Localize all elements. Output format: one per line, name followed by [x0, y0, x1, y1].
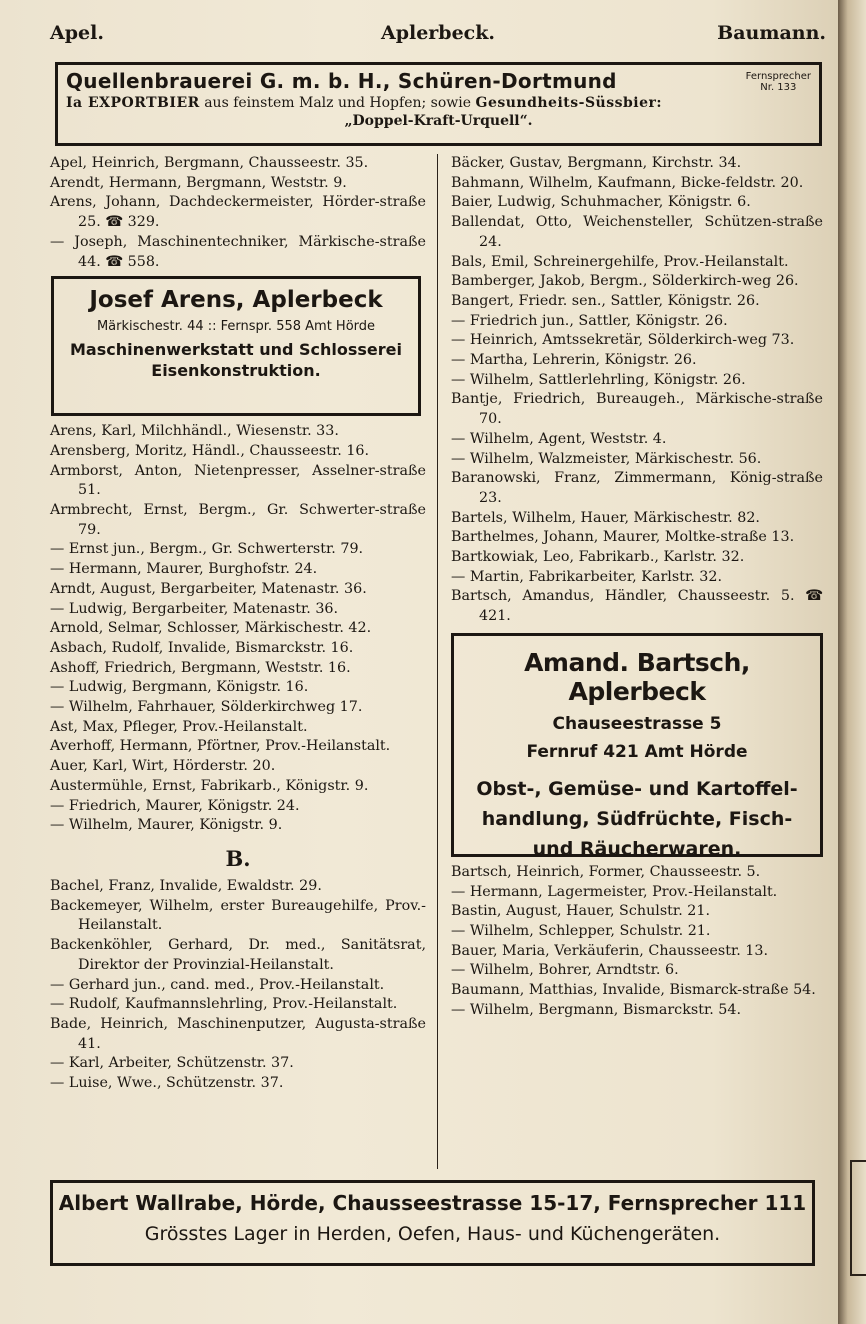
ad-brewery-name: Quellenbrauerei G. m. b. H., Schüren-Dortmund [66, 69, 617, 93]
directory-entry: — Wilhelm, Maurer, Königstr. 9. [50, 817, 283, 834]
entry-list-left-1 [50, 154, 426, 272]
directory-entry: Arens, Karl, Milchhändl., Wiesenstr. 33. [50, 423, 339, 440]
ad-brewery-line2 [66, 95, 811, 111]
directory-entry: Asbach, Rudolf, Invalide, Bismarckstr. 16. [50, 639, 354, 656]
directory-entry: Arendt, Hermann, Bergmann, Weststr. 9. [50, 174, 347, 191]
directory-entry: Barthelmes, Johann, Maurer, Moltke-straße 13. [451, 529, 795, 546]
ad-wallrabe-line1 [53, 1191, 812, 1215]
directory-entry: — Heinrich, Amtssekretär, Sölderkirch-weg 73. [451, 332, 795, 349]
directory-entry: Bade, Heinrich, Maschinenputzer, Augusta-straße 41. [50, 1015, 426, 1052]
section-letter-b: B. [225, 845, 251, 871]
directory-entry: — Wilhelm, Sattlerlehrling, Königstr. 26. [451, 371, 746, 388]
export-beer: Ia EXPORTBIER [66, 95, 200, 111]
directory-entry: — Wilhelm, Schlepper, Schulstr. 21. [451, 922, 711, 939]
ad-quellenbrauerei [55, 62, 822, 146]
directory-entry: Apel, Heinrich, Bergmann, Chausseestr. 35. [50, 155, 369, 171]
ad-albert-wallrabe [50, 1180, 815, 1266]
directory-entry: Arensberg, Moritz, Händl., Chausseestr. 16. [50, 442, 370, 459]
directory-entry: — Martha, Lehrerin, Königstr. 26. [451, 352, 697, 369]
directory-entry: — Hermann, Maurer, Burghofstr. 24. [50, 561, 318, 578]
ad-arens-line2: Eisenkonstruktion. [151, 361, 321, 381]
directory-entry: — Joseph, Maschinentechniker, Märkische-straße 44. ☎ 558. [50, 233, 426, 270]
left-column [50, 154, 426, 1094]
directory-entry: — Rudolf, Kaufmannslehrling, Prov.-Heilanstalt. [50, 996, 398, 1013]
entry-list-left-2 [50, 422, 426, 836]
directory-entry: Bauer, Maria, Verkäuferin, Chausseestr. 13. [451, 942, 769, 959]
directory-entry: Austermühle, Ernst, Fabrikarb., Königstr. 9. [50, 777, 369, 794]
directory-entry: — Gerhard jun., cand. med., Prov.-Heilanstalt. [50, 976, 385, 993]
directory-entry: Arndt, August, Bergarbeiter, Matenastr. 36. [50, 580, 367, 597]
health-beer: Gesundheits-Süssbier: [475, 95, 663, 111]
ad-josef-arens [51, 276, 421, 416]
directory-entry: — Wilhelm, Bergmann, Bismarckstr. 54. [451, 1001, 742, 1018]
ad-bartsch-name: Amand. Bartsch, Aplerbeck [524, 647, 750, 706]
directory-entry: Bastin, August, Hauer, Schulstr. 21. [451, 903, 711, 920]
directory-entry: — Wilhelm, Walzmeister, Märkischestr. 56. [451, 450, 762, 467]
directory-entry: Ballendat, Otto, Weichensteller, Schützen-straße 24. [451, 214, 823, 250]
directory-entry: Backemeyer, Wilhelm, erster Bureaugehilfe, Prov.-Heilanstalt. [50, 897, 426, 934]
directory-entry: — Wilhelm, Agent, Weststr. 4. [451, 430, 667, 447]
directory-entry: — Ludwig, Bergmann, Königstr. 16. [50, 679, 309, 696]
directory-entry: Auer, Karl, Wirt, Hörderstr. 20. [50, 758, 276, 775]
directory-entry: Bantje, Friedrich, Bureaugeh., Märkische-straße 70. [451, 391, 823, 428]
directory-entry: Arens, Johann, Dachdeckermeister, Hörder-straße 25. ☎ 329. [50, 194, 426, 231]
entry-list-right-1 [451, 154, 823, 627]
page-edge [838, 0, 866, 1324]
ad-bartsch-goods: Obst-, Gemüse- und Kartoffel-handlung, Südfrüchte, Fisch- und Räucherwaren. [476, 777, 798, 860]
directory-entry: Backenköhler, Gerhard, Dr. med., Sanitätsrat, Direktor der Provinzial-Heilanstalt. [50, 937, 426, 973]
phone-number: Nr. 133 [760, 82, 797, 93]
directory-entry: Bachel, Franz, Invalide, Ewaldstr. 29. [50, 877, 322, 894]
entry-list-left-3 [50, 877, 426, 1094]
header-right: Baumann. [717, 22, 826, 44]
directory-entry: Baumann, Matthias, Invalide, Bismarck-straße 54. [451, 982, 816, 999]
ad-arens-address: Märkischestr. 44 :: Fernspr. 558 Amt Hörde [96, 319, 376, 335]
directory-entry: — Wilhelm, Bohrer, Arndtstr. 6. [451, 962, 679, 979]
directory-entry: Bartkowiak, Leo, Fabrikarb., Karlstr. 32. [451, 549, 745, 566]
directory-entry: — Friedrich, Maurer, Königstr. 24. [50, 797, 300, 814]
right-column [451, 154, 823, 1021]
directory-entry: Armbrecht, Ernst, Bergm., Gr. Schwerter-straße 79. [50, 502, 426, 538]
directory-entry: Bartels, Wilhelm, Hauer, Märkischestr. 82. [451, 509, 760, 526]
directory-entry: Baier, Ludwig, Schuhmacher, Königstr. 6. [451, 194, 751, 211]
adjacent-page-ad-border [850, 1160, 866, 1276]
directory-entry: Bangert, Friedr. sen., Sattler, Königstr. 26. [451, 292, 760, 309]
directory-entry: Armborst, Anton, Nietenpresser, Asselner-straße 51. [50, 462, 426, 499]
directory-entry: Averhoff, Hermann, Pförtner, Prov.-Heilanstalt. [50, 738, 391, 755]
directory-entry: — Hermann, Lagermeister, Prov.-Heilanstalt. [451, 883, 778, 900]
directory-entry: — Ludwig, Bergarbeiter, Matenastr. 36. [50, 600, 339, 617]
ad-bartsch-address: Chauseestrasse 5 [552, 713, 722, 734]
directory-entry: Ast, Max, Pfleger, Prov.-Heilanstalt. [50, 718, 308, 735]
column-divider [437, 154, 438, 1169]
directory-entry: — Karl, Arbeiter, Schützenstr. 37. [50, 1055, 294, 1072]
ad-wallrabe-address: Chausseestrasse 15-17, Fernsprecher 111 [325, 1191, 807, 1215]
header-center: Aplerbeck. [380, 22, 496, 44]
directory-entry: — Luise, Wwe., Schützenstr. 37. [50, 1075, 284, 1092]
ad-wallrabe-name: Albert Wallrabe, Hörde, [58, 1191, 326, 1215]
ad-brewery-phone [746, 71, 811, 93]
ad-arens-name: Josef Arens, Aplerbeck [89, 287, 383, 314]
header-left: Apel. [50, 22, 104, 44]
directory-entry: Bamberger, Jakob, Bergm., Sölderkirch-weg 26. [451, 273, 799, 290]
entry-list-right-2 [451, 863, 823, 1021]
running-header [50, 22, 826, 56]
directory-entry: — Ernst jun., Bergm., Gr. Schwerterstr. 79. [50, 541, 364, 558]
directory-entry: Baranowski, Franz, Zimmermann, König-straße 23. [451, 470, 823, 506]
directory-entry: Arnold, Selmar, Schlosser, Märkischestr. 42. [50, 620, 372, 637]
directory-entry: Bäcker, Gustav, Bergmann, Kirchstr. 34. [451, 155, 742, 171]
directory-entry: Bartsch, Amandus, Händler, Chausseestr. 5. ☎ 421. [451, 588, 823, 625]
ad-amand-bartsch [451, 633, 823, 860]
directory-entry: Bahmann, Wilhelm, Kaufmann, Bicke-feldstr. 20. [451, 174, 804, 191]
phone-label: Fernsprecher [745, 71, 811, 82]
ad-wallrabe-line2: Grösstes Lager in Herden, Oefen, Haus- und Küchengeräten. [144, 1223, 721, 1245]
directory-entry: Bartsch, Heinrich, Former, Chausseestr. 5. [451, 863, 761, 880]
directory-entry: Ashoff, Friedrich, Bergmann, Weststr. 16. [50, 659, 351, 676]
ad-brewery-product: „Doppel-Kraft-Urquell“. [344, 113, 533, 129]
malt-hops: aus feinstem Malz und Hopfen; sowie [199, 95, 476, 111]
directory-entry: Bals, Emil, Schreinergehilfe, Prov.-Heilanstalt. [451, 253, 789, 270]
directory-entry: — Friedrich jun., Sattler, Königstr. 26. [451, 312, 728, 329]
ad-bartsch-phone: Fernruf 421 Amt Hörde [526, 741, 748, 762]
ad-arens-line1: Maschinenwerkstatt und Schlosserei [69, 340, 403, 360]
directory-entry: — Martin, Fabrikarbeiter, Karlstr. 32. [451, 568, 723, 585]
directory-entry: — Wilhelm, Fahrhauer, Sölderkirchweg 17. [50, 699, 363, 716]
